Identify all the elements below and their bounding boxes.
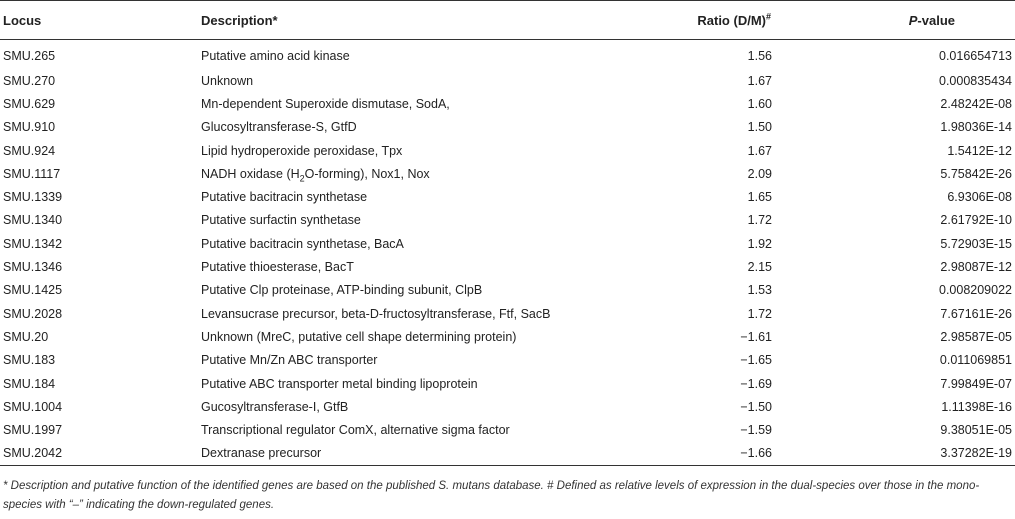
description-text: Glucosyltransferase-S, GtfD [201, 120, 357, 135]
cell-locus: SMU.270 [3, 73, 56, 88]
ratio-header-text: Ratio (D/M) [697, 12, 766, 28]
cell-ratio: −1.61 [740, 329, 772, 344]
description-text: Putative Mn/Zn ABC transporter [201, 353, 378, 368]
table-row [0, 372, 1015, 395]
cell-description [197, 232, 657, 255]
cell-locus: SMU.2042 [0, 442, 197, 466]
cell-locus: SMU.1004 [3, 399, 63, 414]
cell-description [197, 442, 657, 466]
table-footnote: * Description and putative function of the identified genes are based on the published S. mutans database. # Defined as relative levels of expression in the dual-species over those in the mono-species with “–” indicating the down-regulated genes. [3, 480, 980, 511]
cell-ratio: 1.72 [747, 213, 772, 228]
description-text: Transcriptional regulator ComX, alternative sigma factor [201, 423, 510, 438]
cell-ratio: 1.56 [747, 49, 772, 63]
cell-locus: SMU.1340 [3, 213, 63, 228]
cell-locus: SMU.20 [3, 329, 49, 344]
cell-ratio: −1.69 [740, 376, 772, 391]
cell-description [197, 418, 657, 441]
cell-pvalue: 2.98087E-12 [940, 260, 1012, 275]
cell-description [197, 279, 657, 302]
cell-ratio: −1.66 [657, 442, 774, 466]
cell-description [197, 139, 657, 162]
cell-pvalue: 6.9306E-08 [947, 190, 1012, 205]
cell-pvalue: 2.48242E-08 [940, 96, 1012, 111]
header-row [0, 1, 1015, 40]
table-row [0, 209, 1015, 232]
cell-locus: SMU.1346 [3, 260, 63, 275]
description-text: Dextranase precursor [201, 446, 322, 461]
cell-ratio: 1.67 [747, 143, 772, 158]
cell-pvalue: 1.11398E-16 [941, 399, 1012, 414]
cell-locus: SMU.265 [3, 49, 56, 63]
table-row [0, 302, 1015, 325]
description-text: Putative thioesterase, BacT [201, 260, 354, 275]
column-header-ratio [657, 1, 774, 40]
cell-pvalue: 0.008209022 [939, 283, 1012, 298]
cell-pvalue: 5.75842E-26 [940, 166, 1012, 181]
table-row [0, 92, 1015, 115]
cell-locus: SMU.1117 [3, 166, 61, 181]
cell-ratio: 1.53 [747, 283, 772, 298]
description-subscript: 2 [299, 173, 305, 184]
cell-locus: SMU.1339 [3, 190, 63, 205]
description-text: NADH oxidase (H [201, 166, 300, 181]
description-text: Putative amino acid kinase [201, 49, 350, 63]
cell-pvalue: 7.67161E-26 [940, 306, 1012, 321]
table-body [0, 40, 1015, 466]
cell-ratio: 1.60 [747, 96, 772, 111]
table-row [0, 69, 1015, 92]
cell-description [197, 349, 657, 372]
column-header-pvalue [774, 1, 1015, 40]
cell-ratio: −1.50 [740, 399, 772, 414]
description-text: Unknown (MreC, putative cell shape determining protein) [201, 329, 517, 344]
column-header-locus: Locus [0, 1, 197, 40]
cell-pvalue: 0.000835434 [939, 73, 1012, 88]
cell-description [197, 92, 657, 115]
cell-pvalue: 0.011069851 [939, 353, 1012, 368]
table-row [0, 185, 1015, 208]
description-text: Unknown [201, 73, 254, 88]
cell-description [197, 209, 657, 232]
cell-description [197, 255, 657, 278]
table-row [0, 349, 1015, 372]
cell-description [197, 185, 657, 208]
description-text: Putative bacitracin synthetase, BacA [201, 236, 404, 251]
cell-locus: SMU.910 [3, 120, 56, 135]
table-row [0, 255, 1015, 278]
cell-description [197, 69, 657, 92]
description-text: Putative ABC transporter metal binding lipoprotein [201, 376, 478, 391]
description-text: Levansucrase precursor, beta-D-fructosyltransferase, Ftf, SacB [201, 306, 551, 321]
cell-pvalue: 9.38051E-05 [940, 423, 1012, 438]
table-row [0, 418, 1015, 441]
cell-locus: SMU.629 [3, 96, 56, 111]
cell-ratio: 1.67 [747, 73, 772, 88]
cell-locus: SMU.1425 [3, 283, 63, 298]
table-row [0, 442, 1015, 466]
pvalue-header-italic: P [908, 12, 918, 28]
table-row [0, 279, 1015, 302]
description-text: Gucosyltransferase-I, GtfB [201, 399, 349, 414]
table-row [0, 162, 1015, 185]
description-text: Putative surfactin synthetase [201, 213, 361, 228]
cell-pvalue: 1.98036E-14 [940, 120, 1012, 135]
table-row [0, 116, 1015, 139]
table-row [0, 232, 1015, 255]
cell-ratio: 1.65 [747, 190, 772, 205]
cell-ratio: −1.59 [740, 423, 772, 438]
cell-pvalue: 0.016654713 [939, 49, 1012, 63]
cell-description [197, 162, 657, 185]
description-text-continued: O-forming), Nox1, Nox [304, 166, 430, 181]
description-text: Mn-dependent Superoxide dismutase, SodA, [201, 96, 450, 111]
cell-description [197, 395, 657, 418]
description-text: Lipid hydroperoxide peroxidase, Tpx [201, 143, 403, 158]
cell-locus: SMU.183 [3, 353, 56, 368]
ratio-header-footnote-mark: # [765, 11, 771, 22]
cell-ratio: 1.72 [747, 306, 772, 321]
table-row [0, 325, 1015, 348]
cell-pvalue: 2.98587E-05 [940, 329, 1012, 344]
cell-ratio: 2.09 [747, 166, 772, 181]
description-text: Putative bacitracin synthetase [201, 190, 368, 205]
cell-locus: SMU.2028 [3, 306, 63, 321]
cell-ratio: 2.15 [747, 260, 772, 275]
table-row [0, 395, 1015, 418]
cell-description [197, 40, 657, 70]
cell-ratio: −1.65 [740, 353, 772, 368]
cell-locus: SMU.924 [3, 143, 56, 158]
table-row [0, 40, 1015, 70]
cell-pvalue: 5.72903E-15 [940, 236, 1012, 251]
table-row [0, 139, 1015, 162]
cell-pvalue: 7.99849E-07 [940, 376, 1012, 391]
cell-description [197, 302, 657, 325]
cell-ratio: 1.92 [747, 236, 772, 251]
table-header [0, 1, 1015, 40]
cell-description [197, 116, 657, 139]
column-header-description: Description* [197, 1, 657, 40]
cell-pvalue: 1.5412E-12 [947, 143, 1012, 158]
cell-ratio: 1.50 [747, 120, 772, 135]
cell-locus: SMU.1997 [3, 423, 63, 438]
pvalue-header-rest: -value [917, 12, 955, 28]
cell-locus: SMU.1342 [3, 236, 63, 251]
cell-description [197, 325, 657, 348]
description-text: Putative Clp proteinase, ATP-binding subunit, ClpB [201, 283, 483, 298]
cell-pvalue: 3.37282E-19 [774, 442, 1015, 466]
cell-description [197, 372, 657, 395]
cell-pvalue: 2.61792E-10 [940, 213, 1012, 228]
cell-locus: SMU.184 [3, 376, 56, 391]
